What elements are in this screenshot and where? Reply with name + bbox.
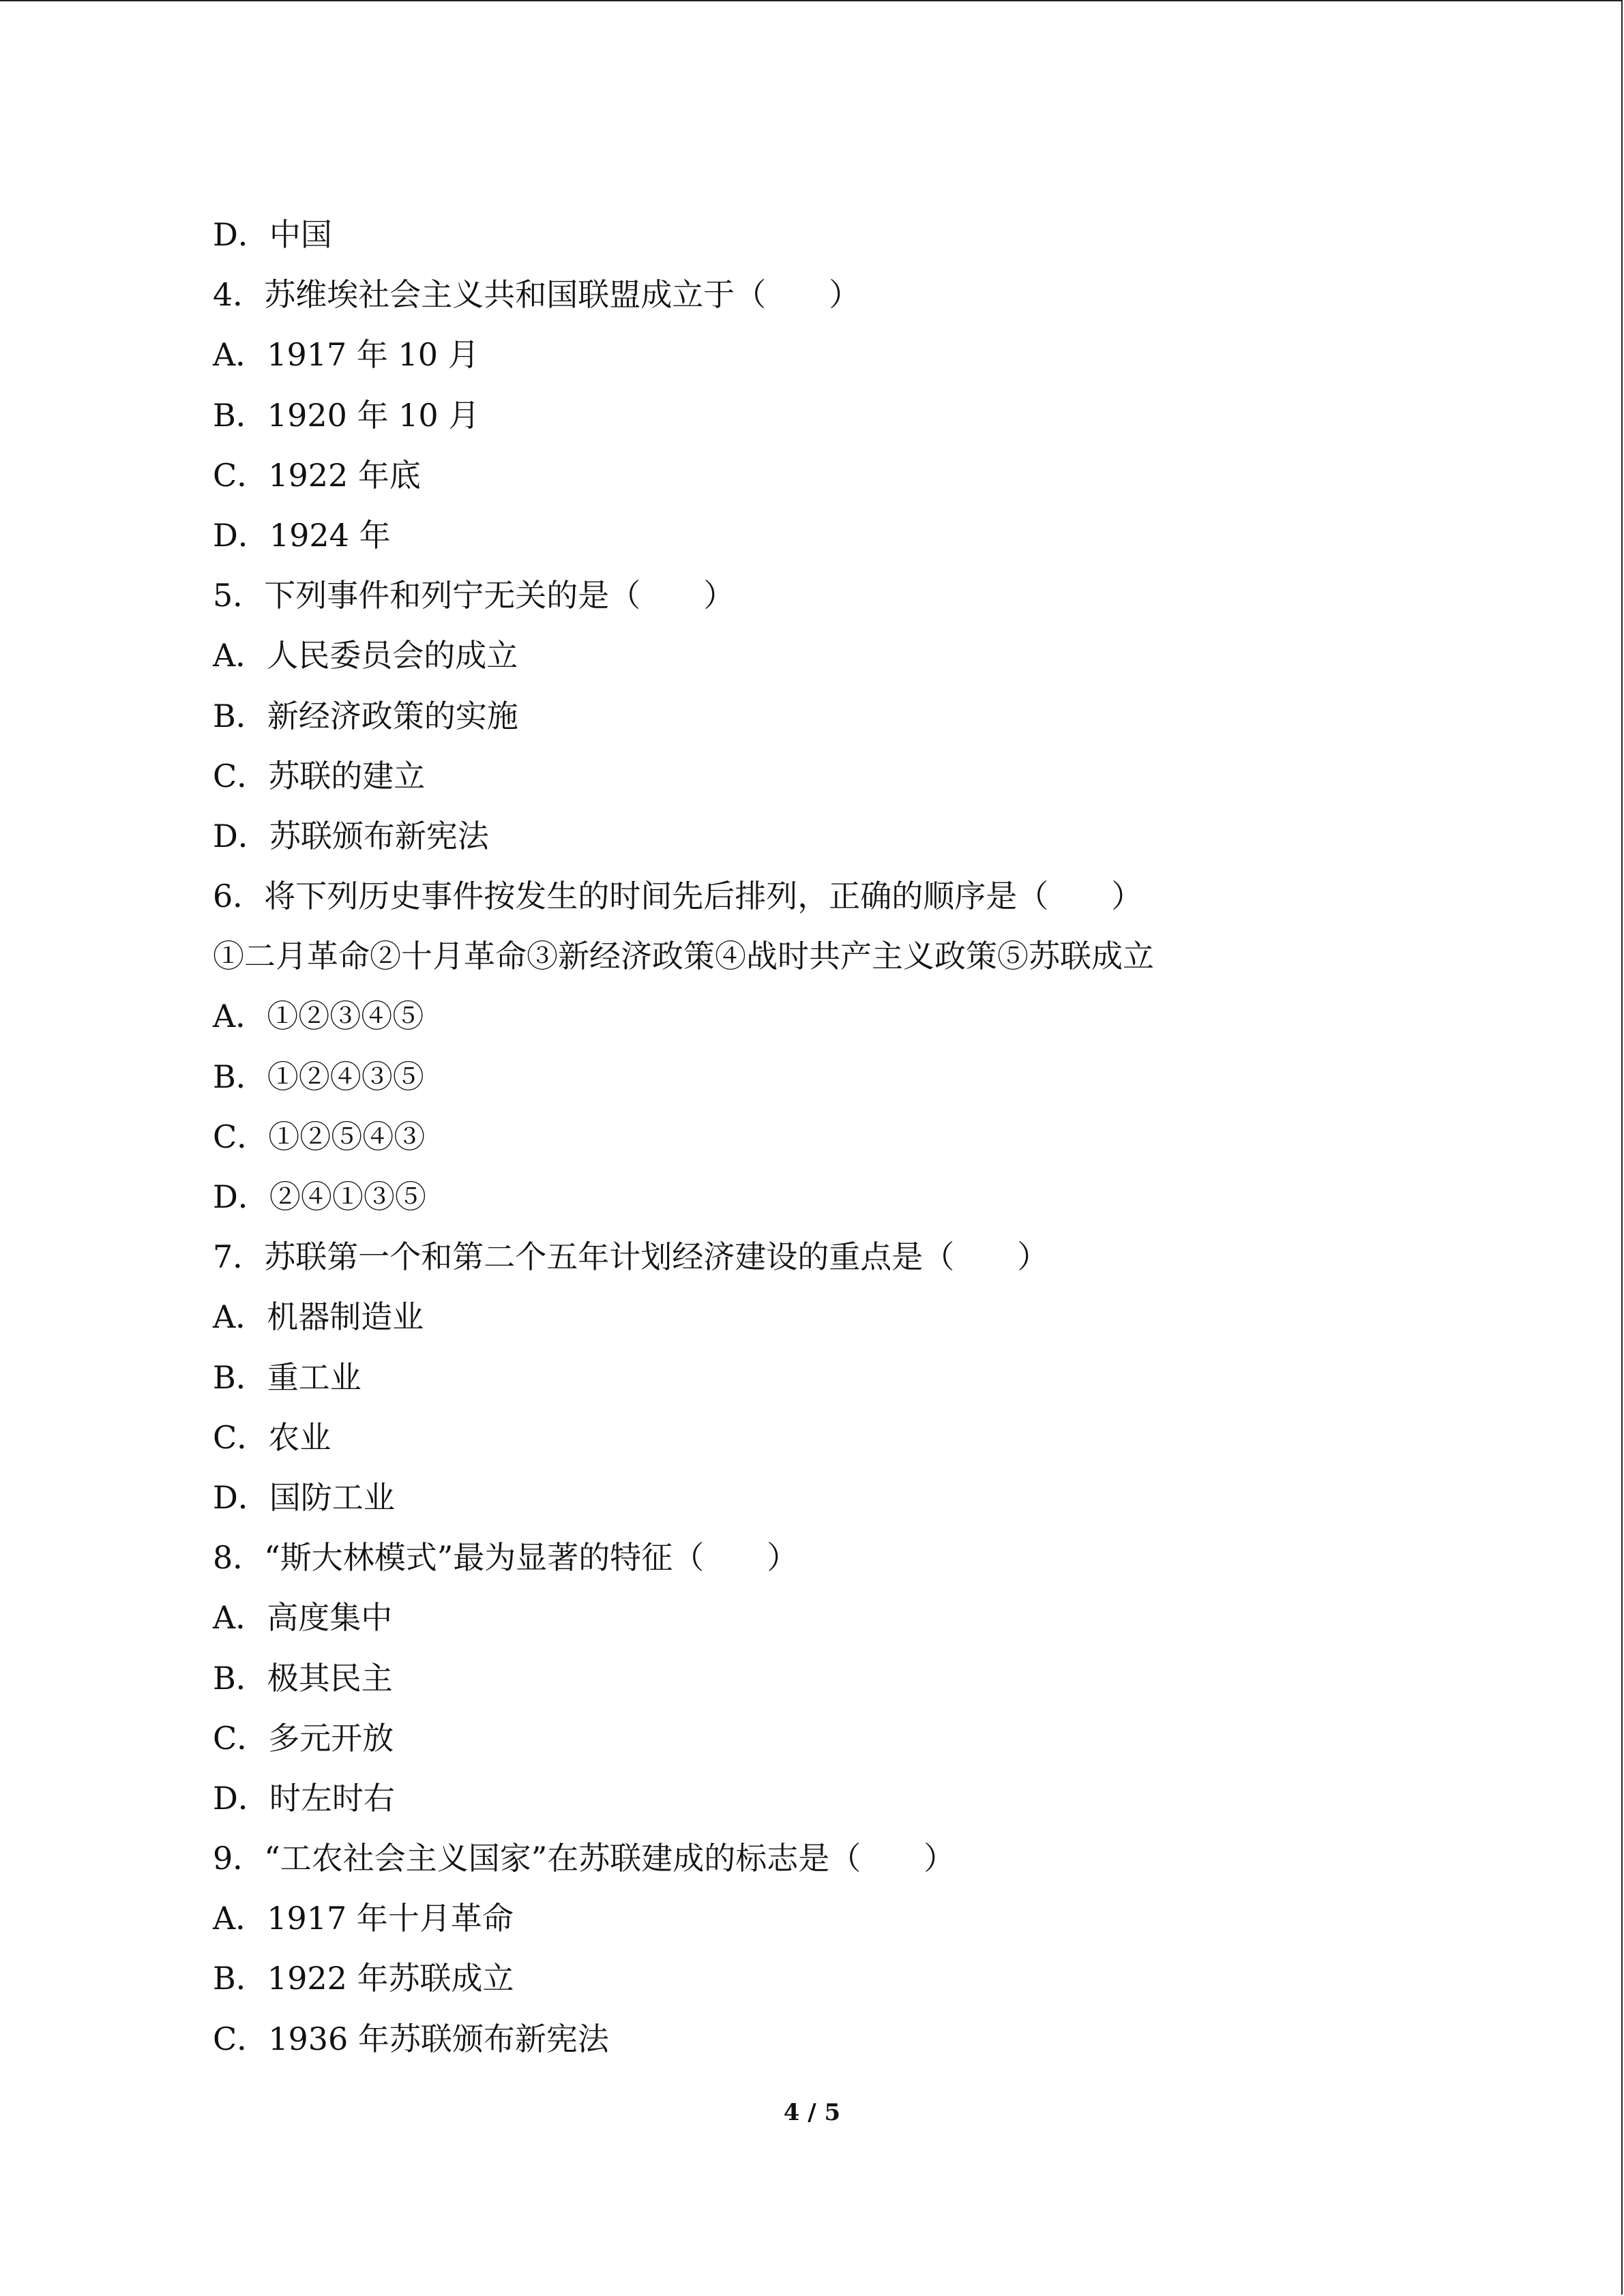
option-line: A．①②③④⑤ [213, 998, 424, 1035]
option-line: D．时左时右 [213, 1779, 395, 1817]
option-line: C．①②⑤④③ [213, 1118, 426, 1155]
option-line: A．高度集中 [213, 1599, 393, 1637]
option-line: C．1936 年苏联颁布新宪法 [213, 2020, 609, 2057]
question-line: 7．苏联第一个和第二个五年计划经济建设的重点是（ ） [213, 1238, 1049, 1276]
question-line: 6．将下列历史事件按发生的时间先后排列，正确的顺序是（ ） [213, 878, 1143, 915]
option-line: A．1917 年 10 月 [213, 336, 479, 374]
option-line: B．1922 年苏联成立 [213, 1960, 514, 1997]
question-line: 5．下列事件和列宁无关的是（ ） [213, 577, 735, 614]
question-line: 8．“斯大林模式”最为显著的特征（ ） [213, 1539, 799, 1577]
option-line: C．1922 年底 [213, 456, 421, 494]
option-line: D．1924 年 [213, 516, 391, 554]
option-line: B．新经济政策的实施 [213, 697, 518, 734]
document-body [213, 205, 1509, 2069]
option-line: A．机器制造业 [213, 1298, 424, 1336]
option-line: B．①②④③⑤ [213, 1058, 424, 1095]
option-line: A．1917 年十月革命 [213, 1900, 514, 1937]
option-line: C．多元开放 [213, 1719, 394, 1757]
question-line: 4．苏维埃社会主义共和国联盟成立于（ ） [213, 276, 861, 314]
option-line: D．②④①③⑤ [213, 1178, 426, 1215]
option-line: D．国防工业 [213, 1478, 395, 1516]
option-line: D．苏联颁布新宪法 [213, 817, 489, 854]
question-detail-line: ①二月革命②十月革命③新经济政策④战时共产主义政策⑤苏联成立 [213, 938, 1154, 975]
option-line: D．中国 [213, 216, 332, 253]
question-line: 9．“工农社会主义国家”在苏联建成的标志是（ ） [213, 1840, 956, 1877]
option-line: B．重工业 [213, 1358, 361, 1396]
page-number: 4 / 5 [783, 2099, 841, 2126]
option-line: B．1920 年 10 月 [213, 396, 480, 434]
option-line: B．极其民主 [213, 1659, 393, 1697]
option-line: A．人民委员会的成立 [213, 637, 518, 674]
option-line: C．农业 [213, 1418, 331, 1456]
option-line: C．苏联的建立 [213, 757, 426, 794]
